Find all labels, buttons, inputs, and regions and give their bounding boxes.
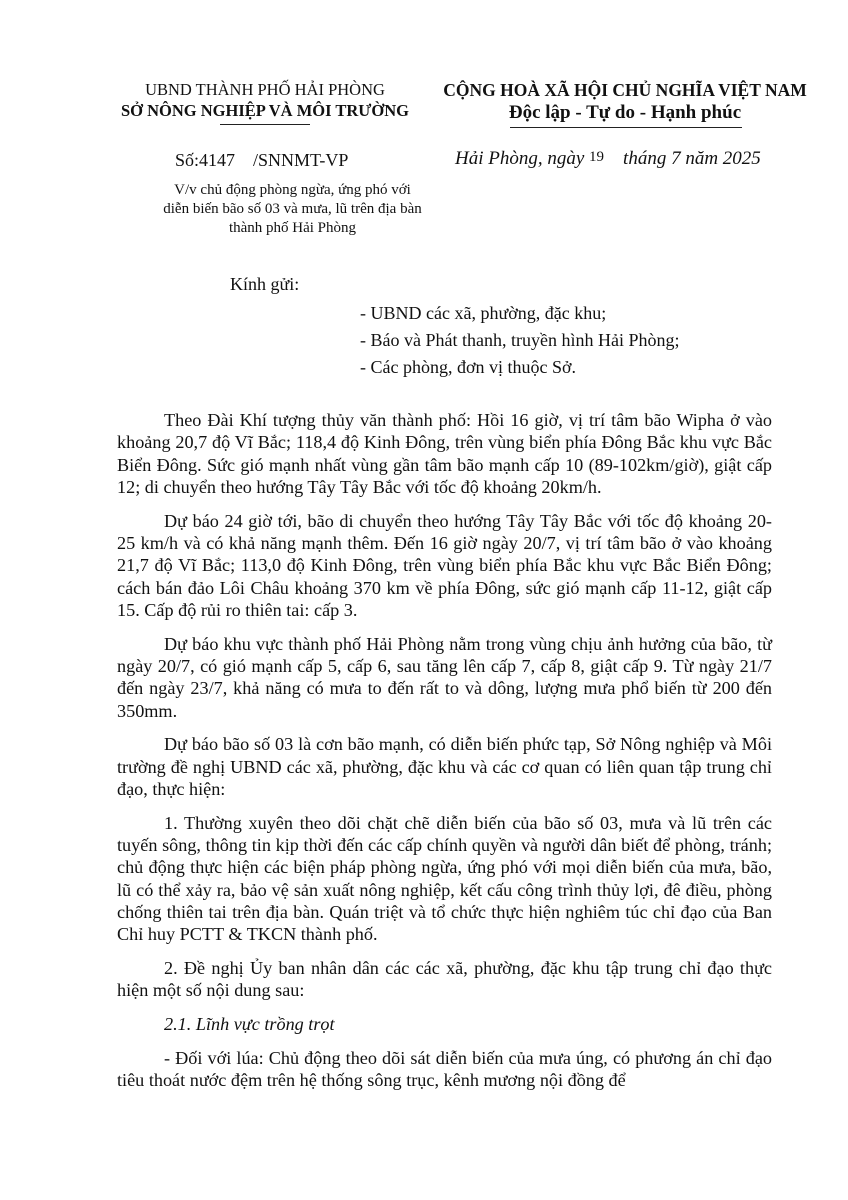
document-subject — [150, 181, 435, 238]
subject-line: thành phố Hải Phòng — [228, 220, 357, 236]
body-paragraph: 1. Thường xuyên theo dõi chặt chẽ diễn biến của bão số 03, mưa và lũ trên các tuyến sông, thông tin kịp thời đến các cấp chính quyền và người dân biết để phòng, tránh; chủ động thực hiện các biện pháp phòng ngừa, ứng phó với mọi diễn biến của mưa, bão, lũ có thể xảy ra, bảo vệ sản xuất nông nghiệp, kết cấu công trình thủy lợi, đê điều, phòng chống thiên tai trên địa bàn. Quán triệt và tổ chức thực hiện nghiêm túc chỉ đạo của Ban Chỉ huy PCTT & TKCN thành phố. — [117, 812, 772, 945]
body-paragraph: Dự báo 24 giờ tới, bão di chuyển theo hướng Tây Tây Bắc với tốc độ khoảng 20-25 km/h và có khả năng mạnh thêm. Đến 16 giờ ngày 20/7, vị trí tâm bão ở vào khoảng 21,7 độ Vĩ Bắc; 113,0 độ Kinh Đông, trên vùng biển phía Bắc khu vực Bắc Biển Đông; cách bán đảo Lôi Châu khoảng 370 km về phía Đông, sức gió mạnh cấp 11-12, giật cấp 15. Cấp độ rủi ro thiên tai: cấp 3. — [117, 510, 772, 620]
motto-underline — [510, 127, 742, 128]
date-day: 19 — [589, 149, 605, 165]
body-paragraph: Dự báo bão số 03 là cơn bão mạnh, có diễn biến phức tạp, Sở Nông nghiệp và Môi trường đề nghị UBND các xã, phường, đặc khu và các cơ quan có liên quan tập trung chỉ đạo, thực hiện: — [117, 734, 772, 799]
body-paragraph: Theo Đài Khí tượng thủy văn thành phố: Hồi 16 giờ, vị trí tâm bão Wipha ở vào khoảng 20,7 độ Vĩ Bắc; 118,4 độ Kinh Đông, trên vùng biển phía Đông Bắc khu vực Bắc Biển Đông. Sức gió mạnh nhất vùng gần tâm bão mạnh cấp 10 (89-102km/giờ), giật cấp 12; di chuyển theo hướng Tây Tây Bắc với tốc độ khoảng 20km/h. — [117, 410, 772, 497]
document-date — [455, 148, 761, 170]
issuing-org-parent: UBND THÀNH PHỐ HẢI PHÒNG — [145, 80, 385, 99]
date-suffix: tháng 7 năm 2025 — [604, 148, 761, 169]
body-paragraph: - Đối với lúa: Chủ động theo dõi sát diễn biến của mưa úng, có phương án chỉ đạo tiêu thoát nước đệm trên hệ thống sông trục, kênh mương nội đồng để — [117, 1047, 772, 1091]
document-number-text: Số:4147 /SNNMT-VP — [175, 150, 349, 170]
subject-line: diễn biến bão số 03 và mưa, lũ trên địa bàn — [163, 201, 422, 217]
org-underline — [220, 124, 310, 125]
body-paragraph: 2. Đề nghị Ủy ban nhân dân các các xã, phường, đặc khu tập trung chỉ đạo thực hiện một số nội dung sau: — [117, 958, 772, 1001]
issuing-org-name: SỞ NÔNG NGHIỆP VÀ MÔI TRƯỜNG — [120, 101, 410, 120]
document-body — [117, 409, 772, 1092]
date-prefix: Hải Phòng, ngày — [455, 148, 590, 169]
recipient-item: - Báo và Phát thanh, truyền hình Hải Phòng; — [360, 330, 680, 350]
national-motto: Độc lập - Tự do - Hạnh phúc — [508, 102, 742, 123]
subject-line: V/v chủ động phòng ngừa, ứng phó với — [174, 182, 411, 198]
document-number — [175, 150, 348, 171]
recipients-label: Kính gửi: — [230, 274, 300, 294]
section-heading: 2.1. Lĩnh vực trồng trọt — [164, 1014, 335, 1035]
national-title: CỘNG HOÀ XÃ HỘI CHỦ NGHĨA VIỆT NAM — [443, 80, 807, 100]
body-paragraph: Dự báo khu vực thành phố Hải Phòng nằm trong vùng chịu ảnh hưởng của bão, từ ngày 20/7, có gió mạnh cấp 5, cấp 6, sau tăng lên cấp 7, cấp 8, giật cấp 9. Từ ngày 21/7 đến ngày 23/7, khả năng có mưa to đến rất to và dông, lượng mưa phổ biến từ 200 đến 350mm. — [117, 633, 772, 721]
recipient-item: - UBND các xã, phường, đặc khu; — [360, 303, 607, 323]
recipient-item: - Các phòng, đơn vị thuộc Sở. — [360, 357, 577, 377]
